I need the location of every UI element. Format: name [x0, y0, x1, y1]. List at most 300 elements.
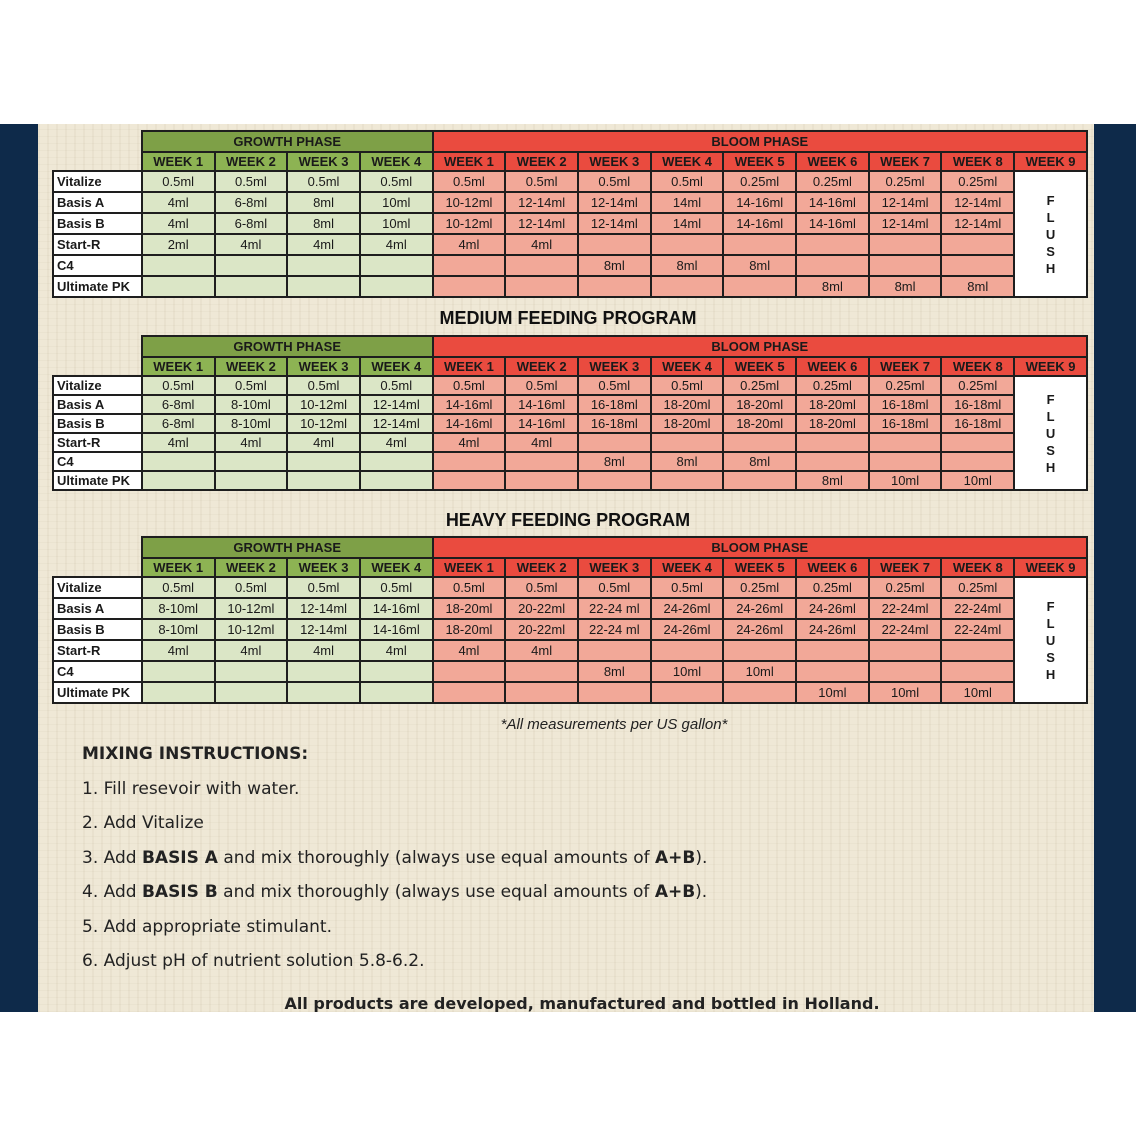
week-header: WEEK 4: [360, 357, 433, 376]
dose-cell: [360, 471, 433, 490]
dose-cell: 6-8ml: [142, 414, 215, 433]
week-header: WEEK 1: [433, 152, 506, 171]
dose-cell: 0.25ml: [723, 171, 796, 192]
dose-cell: 18-20ml: [796, 414, 869, 433]
dose-cell: 14-16ml: [433, 395, 506, 414]
dose-cell: [215, 276, 288, 297]
dose-cell: [433, 682, 506, 703]
week-header: WEEK 2: [505, 558, 578, 577]
dose-cell: 0.5ml: [578, 577, 651, 598]
dose-cell: 8ml: [869, 276, 942, 297]
dose-cell: 4ml: [360, 640, 433, 661]
dose-cell: 4ml: [215, 433, 288, 452]
measurement-note: *All measurements per US gallon*: [500, 716, 728, 733]
dose-cell: 10ml: [360, 192, 433, 213]
dose-cell: [433, 661, 506, 682]
week-header: WEEK 3: [287, 558, 360, 577]
dose-cell: [360, 452, 433, 471]
flush-letter: S: [1046, 442, 1055, 458]
row-label: Vitalize: [53, 376, 142, 395]
flush-cell: [1014, 376, 1087, 490]
dose-cell: 12-14ml: [360, 395, 433, 414]
step-number: 1.: [82, 779, 104, 799]
dose-cell: 18-20ml: [651, 395, 724, 414]
dose-cell: [287, 471, 360, 490]
dose-cell: 16-18ml: [578, 395, 651, 414]
dose-cell: 22-24ml: [941, 619, 1014, 640]
flush-cell: [1014, 577, 1087, 703]
dose-cell: 14-16ml: [723, 213, 796, 234]
dose-cell: 4ml: [505, 234, 578, 255]
row-label: Ultimate PK: [53, 682, 142, 703]
dose-cell: 0.5ml: [505, 577, 578, 598]
week-header: WEEK 2: [215, 152, 288, 171]
dose-cell: [505, 276, 578, 297]
row-label: Basis A: [53, 192, 142, 213]
dose-cell: [578, 276, 651, 297]
dose-cell: 10ml: [869, 471, 942, 490]
dose-cell: [651, 433, 724, 452]
dose-cell: [505, 682, 578, 703]
dose-cell: 12-14ml: [578, 192, 651, 213]
step-number: 2.: [82, 813, 104, 833]
step-text: Add Vitalize: [103, 813, 204, 833]
feeding-chart-sheet: [38, 124, 1094, 1012]
dose-cell: [651, 276, 724, 297]
dose-cell: 0.5ml: [651, 171, 724, 192]
dose-cell: 0.5ml: [215, 171, 288, 192]
dose-cell: 8ml: [723, 255, 796, 276]
dose-cell: [287, 682, 360, 703]
flush-letter: F: [1046, 598, 1055, 614]
dose-cell: [287, 661, 360, 682]
dose-cell: 12-14ml: [941, 192, 1014, 213]
dose-cell: [723, 276, 796, 297]
dose-cell: 22-24 ml: [578, 598, 651, 619]
step-text: Adjust pH of nutrient solution 5.8-6.2.: [103, 951, 425, 971]
week-header: WEEK 4: [651, 558, 724, 577]
dose-cell: 0.5ml: [433, 171, 506, 192]
row-label: Vitalize: [53, 171, 142, 192]
bloom-phase-header: BLOOM PHASE: [433, 537, 1087, 558]
week-header: WEEK 8: [941, 152, 1014, 171]
dose-cell: 10ml: [796, 682, 869, 703]
dose-cell: 4ml: [142, 433, 215, 452]
growth-phase-header: GROWTH PHASE: [142, 131, 433, 152]
dose-cell: [287, 255, 360, 276]
step-text: and mix thoroughly (always use equal amounts of: [217, 848, 656, 868]
week-header: WEEK 3: [578, 558, 651, 577]
week-header: WEEK 6: [796, 558, 869, 577]
dose-cell: 24-26ml: [723, 619, 796, 640]
dose-cell: 16-18ml: [941, 395, 1014, 414]
dose-cell: [142, 255, 215, 276]
row-label: Start-R: [53, 433, 142, 452]
dose-cell: 10ml: [651, 661, 724, 682]
dose-cell: 0.5ml: [578, 376, 651, 395]
dose-cell: 0.25ml: [941, 577, 1014, 598]
corner-blank: [53, 357, 142, 376]
dose-cell: 14-16ml: [360, 598, 433, 619]
step-number: 4.: [82, 882, 104, 902]
dose-cell: [215, 682, 288, 703]
corner-blank: [53, 537, 142, 558]
flush-letter: H: [1045, 260, 1056, 276]
dose-cell: 0.5ml: [215, 577, 288, 598]
dose-cell: 14-16ml: [360, 619, 433, 640]
dose-cell: 0.25ml: [796, 577, 869, 598]
dose-cell: [941, 433, 1014, 452]
dose-cell: 4ml: [215, 234, 288, 255]
week-header: WEEK 9: [1014, 558, 1087, 577]
dose-cell: 8-10ml: [142, 598, 215, 619]
dose-cell: 16-18ml: [941, 414, 1014, 433]
flush-letter: S: [1046, 243, 1055, 259]
dose-cell: [505, 452, 578, 471]
dose-cell: [869, 661, 942, 682]
bloom-phase-header: BLOOM PHASE: [433, 131, 1087, 152]
week-header: WEEK 4: [360, 558, 433, 577]
week-header: WEEK 7: [869, 558, 942, 577]
dose-cell: [360, 682, 433, 703]
dose-cell: 8ml: [287, 192, 360, 213]
dose-cell: [142, 452, 215, 471]
week-header: WEEK 8: [941, 558, 1014, 577]
dose-cell: [869, 433, 942, 452]
mixing-step: [82, 779, 299, 799]
row-label: Basis B: [53, 213, 142, 234]
dose-cell: 14-16ml: [433, 414, 506, 433]
dose-cell: [215, 452, 288, 471]
mixing-step: [82, 917, 332, 937]
dose-cell: 8ml: [578, 452, 651, 471]
week-header: WEEK 2: [215, 357, 288, 376]
dose-cell: 22-24ml: [941, 598, 1014, 619]
week-header: WEEK 3: [578, 152, 651, 171]
dose-cell: 8ml: [578, 255, 651, 276]
dose-cell: 4ml: [287, 234, 360, 255]
dose-cell: [796, 234, 869, 255]
dose-cell: 0.5ml: [433, 376, 506, 395]
flush-letter: H: [1045, 666, 1056, 682]
dose-cell: 0.5ml: [505, 171, 578, 192]
step-text: ).: [695, 848, 708, 868]
week-header: WEEK 3: [287, 357, 360, 376]
dose-cell: 12-14ml: [578, 213, 651, 234]
step-emphasis: A+B: [654, 882, 696, 902]
dose-cell: 4ml: [142, 213, 215, 234]
dose-cell: 0.25ml: [796, 376, 869, 395]
dose-cell: 8ml: [287, 213, 360, 234]
dose-cell: 6-8ml: [215, 192, 288, 213]
dose-cell: 0.5ml: [287, 577, 360, 598]
week-header: WEEK 1: [142, 558, 215, 577]
dose-cell: 4ml: [360, 234, 433, 255]
mixing-step: [82, 848, 707, 868]
row-label: Ultimate PK: [53, 276, 142, 297]
dose-cell: [505, 661, 578, 682]
dose-cell: 0.25ml: [941, 376, 1014, 395]
dose-cell: 22-24 ml: [578, 619, 651, 640]
dose-cell: 10ml: [723, 661, 796, 682]
dose-cell: 12-14ml: [505, 192, 578, 213]
week-header: WEEK 2: [505, 357, 578, 376]
flush-letter: H: [1045, 459, 1056, 475]
bloom-phase-header: BLOOM PHASE: [433, 336, 1087, 357]
step-text: Add appropriate stimulant.: [103, 917, 332, 937]
week-header: WEEK 5: [723, 357, 796, 376]
dose-cell: 24-26ml: [651, 619, 724, 640]
week-header: WEEK 9: [1014, 357, 1087, 376]
week-header: WEEK 1: [433, 357, 506, 376]
dose-cell: [796, 452, 869, 471]
dose-cell: [360, 276, 433, 297]
dose-cell: [796, 640, 869, 661]
week-header: WEEK 1: [142, 357, 215, 376]
dose-cell: 4ml: [505, 433, 578, 452]
dose-cell: 0.25ml: [796, 171, 869, 192]
dose-cell: 12-14ml: [287, 598, 360, 619]
flush-letter: L: [1046, 408, 1055, 424]
dose-cell: [941, 234, 1014, 255]
dose-cell: 0.5ml: [651, 577, 724, 598]
step-number: 6.: [82, 951, 104, 971]
week-header: WEEK 5: [723, 152, 796, 171]
dose-cell: 0.25ml: [723, 376, 796, 395]
step-text: and mix thoroughly (always use equal amounts of: [217, 882, 655, 902]
dose-cell: 16-18ml: [869, 414, 942, 433]
dose-cell: 0.5ml: [651, 376, 724, 395]
dose-cell: 18-20ml: [723, 414, 796, 433]
dose-cell: [578, 433, 651, 452]
dose-cell: 0.25ml: [869, 171, 942, 192]
dose-cell: 14-16ml: [723, 192, 796, 213]
step-text: ).: [695, 882, 708, 902]
dose-cell: [505, 255, 578, 276]
dose-cell: 0.5ml: [505, 376, 578, 395]
flush-letter: U: [1045, 226, 1056, 242]
dose-cell: 18-20ml: [796, 395, 869, 414]
dose-cell: 10-12ml: [433, 192, 506, 213]
dose-cell: 4ml: [142, 192, 215, 213]
dose-cell: 6-8ml: [215, 213, 288, 234]
week-header: WEEK 2: [215, 558, 288, 577]
dose-cell: 0.25ml: [723, 577, 796, 598]
dose-cell: 10-12ml: [215, 619, 288, 640]
row-label: C4: [53, 255, 142, 276]
dose-cell: 6-8ml: [142, 395, 215, 414]
dose-cell: 14-16ml: [505, 414, 578, 433]
dose-cell: 12-14ml: [505, 213, 578, 234]
flush-letter: F: [1046, 391, 1055, 407]
week-header: WEEK 7: [869, 152, 942, 171]
step-emphasis: A+B: [655, 848, 696, 868]
dose-cell: 0.5ml: [287, 171, 360, 192]
mixing-step: [82, 951, 425, 971]
dose-cell: [360, 255, 433, 276]
dose-cell: 0.25ml: [869, 376, 942, 395]
corner-blank: [53, 152, 142, 171]
week-header: WEEK 2: [505, 152, 578, 171]
dose-cell: [578, 640, 651, 661]
dose-cell: [796, 433, 869, 452]
dose-cell: 16-18ml: [869, 395, 942, 414]
dose-cell: 0.25ml: [869, 577, 942, 598]
dose-cell: 8-10ml: [142, 619, 215, 640]
mixing-step: [82, 813, 204, 833]
flush-letter: F: [1046, 192, 1055, 208]
dose-cell: [215, 255, 288, 276]
dose-cell: 0.5ml: [360, 577, 433, 598]
week-header: WEEK 9: [1014, 152, 1087, 171]
dose-cell: 12-14ml: [287, 619, 360, 640]
week-header: WEEK 1: [142, 152, 215, 171]
dose-cell: [796, 255, 869, 276]
dose-cell: [651, 234, 724, 255]
dose-cell: [433, 471, 506, 490]
dose-cell: 24-26ml: [796, 619, 869, 640]
corner-blank: [53, 558, 142, 577]
dose-cell: 2ml: [142, 234, 215, 255]
dose-cell: [941, 661, 1014, 682]
dose-cell: [651, 682, 724, 703]
step-text: Fill resevoir with water.: [103, 779, 300, 799]
dose-cell: [142, 661, 215, 682]
dose-cell: 12-14ml: [360, 414, 433, 433]
dose-cell: 4ml: [142, 640, 215, 661]
week-header: WEEK 3: [578, 357, 651, 376]
dose-cell: [869, 640, 942, 661]
dose-cell: 12-14ml: [941, 213, 1014, 234]
dose-cell: 18-20ml: [723, 395, 796, 414]
dose-cell: 10ml: [360, 213, 433, 234]
dose-cell: [433, 276, 506, 297]
dose-cell: 4ml: [287, 433, 360, 452]
step-emphasis: BASIS B: [141, 882, 218, 902]
dose-cell: 0.5ml: [142, 171, 215, 192]
step-number: 5.: [82, 917, 104, 937]
row-label: Basis B: [53, 414, 142, 433]
dose-cell: [142, 682, 215, 703]
dose-cell: [578, 471, 651, 490]
dose-cell: [287, 276, 360, 297]
dose-cell: 4ml: [433, 433, 506, 452]
week-header: WEEK 4: [651, 152, 724, 171]
dose-cell: 10ml: [941, 471, 1014, 490]
dose-cell: [215, 471, 288, 490]
week-header: WEEK 3: [287, 152, 360, 171]
dose-cell: [723, 682, 796, 703]
row-label: Start-R: [53, 640, 142, 661]
dose-cell: [433, 255, 506, 276]
dose-cell: [651, 640, 724, 661]
dose-cell: [505, 471, 578, 490]
dose-cell: [723, 471, 796, 490]
flush-letter: L: [1046, 615, 1055, 631]
dose-cell: [941, 255, 1014, 276]
dose-cell: 20-22ml: [505, 598, 578, 619]
dose-cell: 4ml: [287, 640, 360, 661]
footer-text: All products are developed, manufactured and bottled in Holland.: [284, 994, 880, 1012]
row-label: Basis A: [53, 598, 142, 619]
feeding-table-3: [52, 536, 1088, 704]
dose-cell: 8ml: [796, 471, 869, 490]
dose-cell: 24-26ml: [796, 598, 869, 619]
dose-cell: [869, 234, 942, 255]
week-header: WEEK 4: [360, 152, 433, 171]
dose-cell: 0.5ml: [215, 376, 288, 395]
dose-cell: [287, 452, 360, 471]
dose-cell: 0.5ml: [360, 171, 433, 192]
flush-cell: [1014, 171, 1087, 297]
dose-cell: 8-10ml: [215, 414, 288, 433]
mixing-title: MIXING INSTRUCTIONS:: [82, 744, 309, 764]
row-label: Basis A: [53, 395, 142, 414]
dose-cell: 12-14ml: [869, 213, 942, 234]
dose-cell: 0.5ml: [360, 376, 433, 395]
dose-cell: 10-12ml: [287, 395, 360, 414]
dose-cell: 24-26ml: [651, 598, 724, 619]
week-header: WEEK 6: [796, 357, 869, 376]
dose-cell: 4ml: [433, 234, 506, 255]
dose-cell: 12-14ml: [869, 192, 942, 213]
dose-cell: 0.5ml: [142, 376, 215, 395]
dose-cell: 14-16ml: [796, 213, 869, 234]
dose-cell: 14ml: [651, 192, 724, 213]
medium-program-title: MEDIUM FEEDING PROGRAM: [439, 308, 697, 328]
step-emphasis: BASIS A: [141, 848, 218, 868]
row-label: Basis B: [53, 619, 142, 640]
row-label: Ultimate PK: [53, 471, 142, 490]
dose-cell: [651, 471, 724, 490]
step-text: Add: [103, 882, 142, 902]
dose-cell: 0.5ml: [142, 577, 215, 598]
dose-cell: 8-10ml: [215, 395, 288, 414]
dose-cell: [723, 640, 796, 661]
feeding-table-1: [52, 130, 1088, 298]
dose-cell: 22-24ml: [869, 619, 942, 640]
row-label: Start-R: [53, 234, 142, 255]
dose-cell: 18-20ml: [433, 619, 506, 640]
dose-cell: 10ml: [869, 682, 942, 703]
dose-cell: 4ml: [360, 433, 433, 452]
dose-cell: 8ml: [651, 452, 724, 471]
dose-cell: [215, 661, 288, 682]
week-header: WEEK 6: [796, 152, 869, 171]
week-header: WEEK 1: [433, 558, 506, 577]
flush-letter: S: [1046, 649, 1055, 665]
dose-cell: [142, 276, 215, 297]
dose-cell: [578, 682, 651, 703]
dose-cell: 8ml: [723, 452, 796, 471]
dose-cell: [941, 452, 1014, 471]
dose-cell: 8ml: [796, 276, 869, 297]
row-label: C4: [53, 452, 142, 471]
week-header: WEEK 5: [723, 558, 796, 577]
growth-phase-header: GROWTH PHASE: [142, 537, 433, 558]
dose-cell: 0.5ml: [578, 171, 651, 192]
dose-cell: 10ml: [941, 682, 1014, 703]
dose-cell: 10-12ml: [215, 598, 288, 619]
dose-cell: 14-16ml: [796, 192, 869, 213]
dose-cell: 22-24ml: [869, 598, 942, 619]
corner-blank: [53, 336, 142, 357]
feeding-table-2: [52, 335, 1088, 491]
flush-letter: L: [1046, 209, 1055, 225]
corner-blank: [53, 131, 142, 152]
growth-phase-header: GROWTH PHASE: [142, 336, 433, 357]
dose-cell: 18-20ml: [651, 414, 724, 433]
